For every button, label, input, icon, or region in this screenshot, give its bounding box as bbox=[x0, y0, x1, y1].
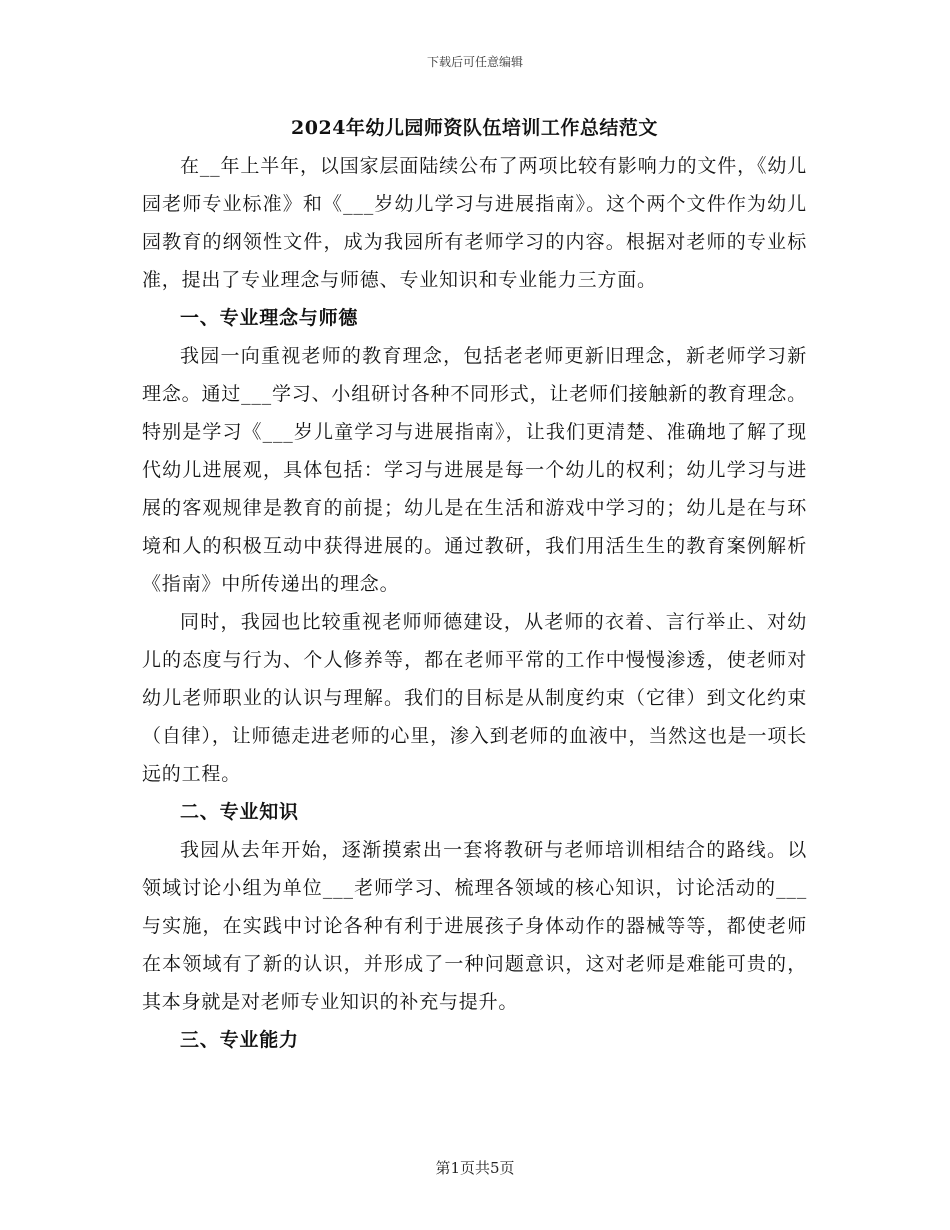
section-heading-professional-knowledge: 二、专业知识 bbox=[180, 801, 299, 823]
document-body bbox=[142, 109, 807, 1059]
header-note: 下载后可任意编辑 bbox=[426, 55, 523, 69]
section-1-paragraph-2: 同时，我园也比较重视老师师德建设，从老师的衣着、言行举止、对幼儿的态度与行为、个人修养等，都在老师平常的工作中慢慢渗透，使老师对幼儿老师职业的认识与理解。我们的目标是从制度约束（它律）到文化约束（自律），让师德走进老师的心里，渗入到老师的血液中，当然这也是一项长远的工程。 bbox=[142, 611, 807, 785]
section-1-paragraph-1: 我园一向重视老师的教育理念，包括老老师更新旧理念，新老师学习新理念。通过___学习、小组研讨各种不同形式，让老师们接触新的教育理念。特别是学习《___岁儿童学习与进展指南》，让我们更清楚、准确地了解了现代幼儿进展观，具体包括：学习与进展是每一个幼儿的权利；幼儿学习与进展的客观规律是教育的前提；幼儿是在生活和游戏中学习的；幼儿是在与环境和人的积极互动中获得进展的。通过教研，我们用活生生的教育案例解析《指南》中所传递出的理念。 bbox=[142, 345, 807, 595]
intro-paragraph: 在__年上半年，以国家层面陆续公布了两项比较有影响力的文件，《幼儿园老师专业标准》和《___岁幼儿学习与进展指南》。这个两个文件作为幼儿园教育的纲领性文件，成为我园所有老师学习的内容。根据对老师的专业标准，提出了专业理念与师德、专业知识和专业能力三方面。 bbox=[142, 155, 807, 291]
section-2-paragraph-1: 我园从去年开始，逐渐摸索出一套将教研与老师培训相结合的路线。以领域讨论小组为单位___老师学习、梳理各领域的核心知识，讨论活动的___与实施，在实践中讨论各种有利于进展孩子身体动作的器械等等，都使老师在本领域有了新的认识，并形成了一种问题意识，这对老师是难能可贵的，其本身就是对老师专业知识的补充与提升。 bbox=[142, 839, 807, 1013]
section-heading-professional-ability: 三、专业能力 bbox=[180, 1029, 299, 1051]
page-number: 第1页共5页 bbox=[435, 1159, 515, 1177]
section-heading-professional-ideas: 一、专业理念与师德 bbox=[180, 307, 359, 329]
document-title: 2024年幼儿园师资队伍培训工作总结范文 bbox=[291, 117, 658, 139]
